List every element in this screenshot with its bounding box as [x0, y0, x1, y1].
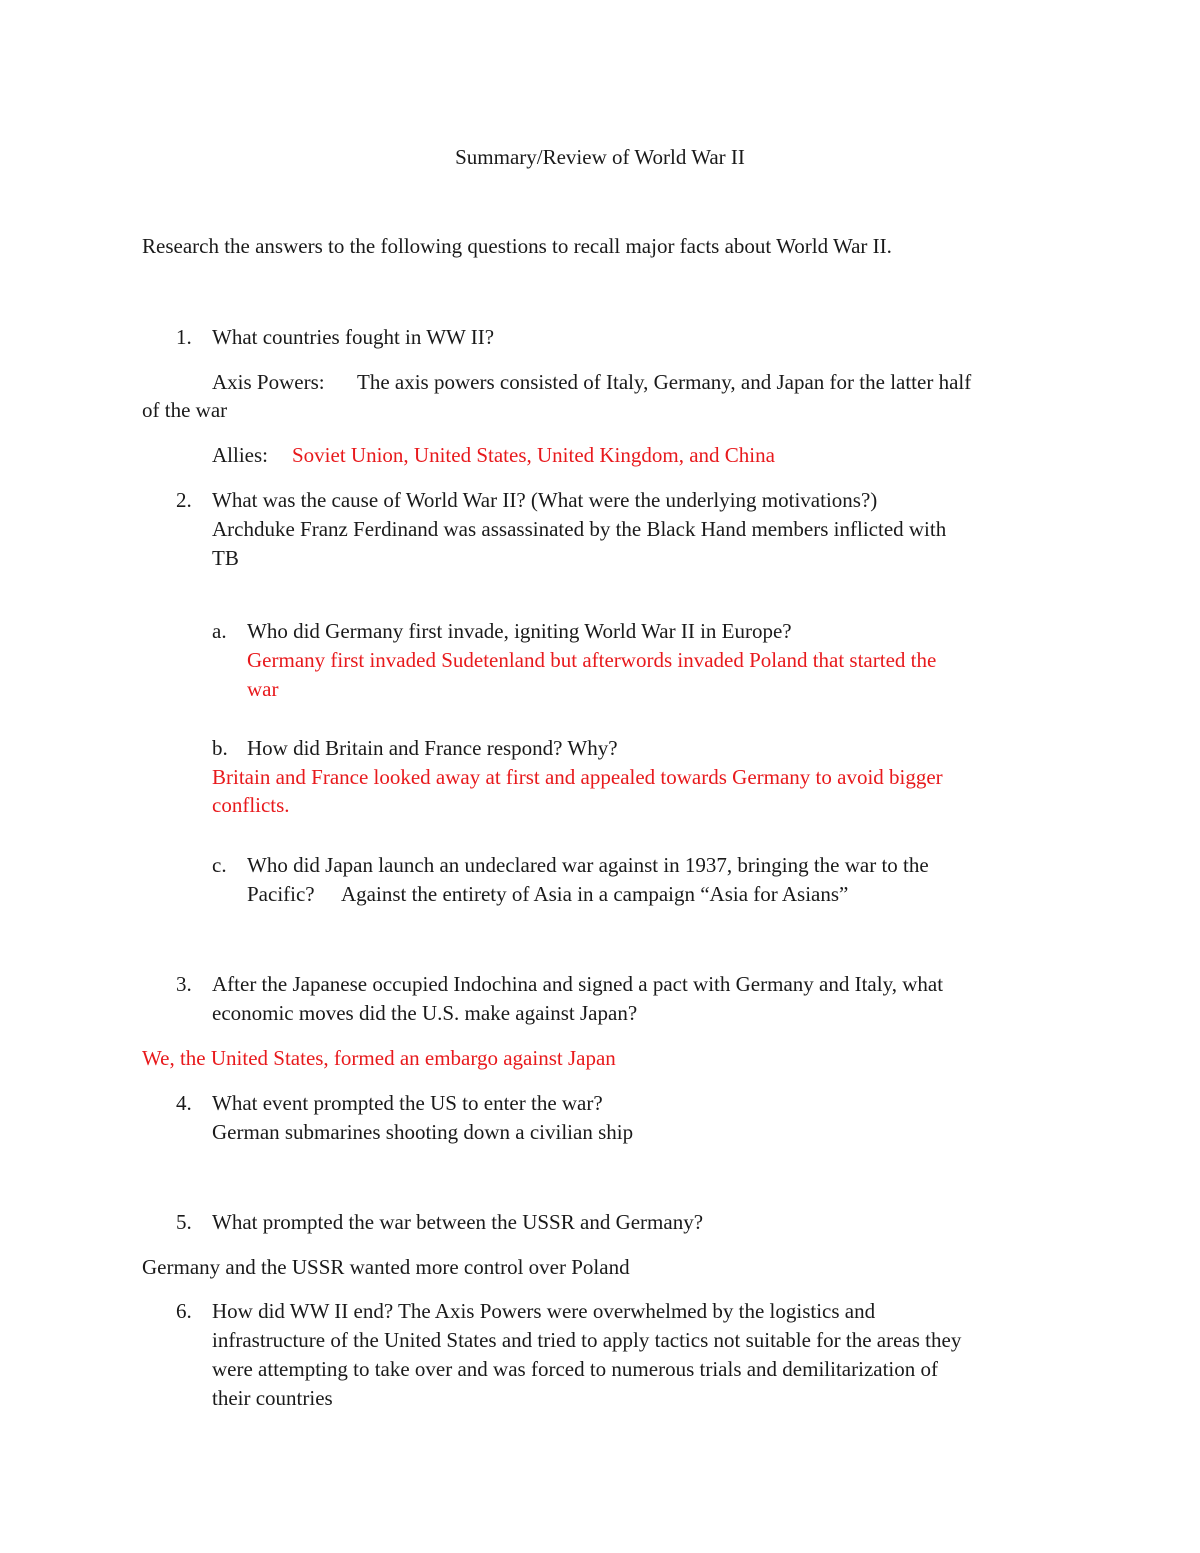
- q1-axis-answer: The axis powers consisted of Italy, Germany, and Japan for the latter half: [357, 370, 972, 394]
- page-title: Summary/Review of World War II: [455, 145, 745, 169]
- q2c-question: Who did Japan launch an undeclared war against in 1937, bringing the war to the: [247, 853, 929, 877]
- q2-question: What was the cause of World War II? (What were the underlying motivations?): [212, 488, 878, 512]
- q2a-answer-cont: war: [247, 677, 279, 701]
- q6-number: 6.: [176, 1299, 192, 1323]
- q5-number: 5.: [176, 1210, 192, 1234]
- q2b-answer: Britain and France looked away at first and appealed towards Germany to avoid bigger: [212, 765, 943, 789]
- q5-question: What prompted the war between the USSR and Germany?: [212, 1210, 704, 1234]
- q3-number: 3.: [176, 972, 192, 996]
- q2b-question: How did Britain and France respond? Why?: [247, 736, 618, 760]
- q2a-answer: Germany first invaded Sudetenland but afterwords invaded Poland that started the: [247, 648, 937, 672]
- q1-axis-label: Axis Powers:: [212, 370, 325, 394]
- q1-axis-answer-cont: of the war: [142, 398, 228, 422]
- q4-number: 4.: [176, 1091, 192, 1115]
- q1-allies-label: Allies:: [212, 443, 268, 467]
- q2-number: 2.: [176, 488, 192, 512]
- q2-answer-cont: TB: [212, 546, 239, 570]
- q1-allies-answer: Soviet Union, United States, United Kingdom, and China: [292, 443, 775, 467]
- q6-text-line4: their countries: [212, 1386, 333, 1410]
- q2c-letter: c.: [212, 853, 227, 877]
- q6-text: How did WW II end? The Axis Powers were overwhelmed by the logistics and: [212, 1299, 876, 1323]
- q4-answer: German submarines shooting down a civilian ship: [212, 1120, 634, 1144]
- instructions: Research the answers to the following questions to recall major facts about World War II.: [142, 234, 892, 258]
- q1-number: 1.: [176, 325, 192, 349]
- q2a-letter: a.: [212, 619, 227, 643]
- q2c-question-cont: Pacific?: [247, 882, 315, 906]
- q3-answer: We, the United States, formed an embargo against Japan: [142, 1046, 616, 1070]
- q4-question: What event prompted the US to enter the war?: [212, 1091, 603, 1115]
- q5-answer: Germany and the USSR wanted more control over Poland: [142, 1255, 630, 1279]
- q3-question: After the Japanese occupied Indochina and signed a pact with Germany and Italy, what: [212, 972, 944, 996]
- q6-text-line2: infrastructure of the United States and tried to apply tactics not suitable for the areas they: [212, 1328, 962, 1352]
- q2a-question: Who did Germany first invade, igniting World War II in Europe?: [247, 619, 792, 643]
- q2b-answer-cont: conflicts.: [212, 793, 290, 817]
- q2-answer: Archduke Franz Ferdinand was assassinated by the Black Hand members inflicted with: [212, 517, 947, 541]
- q2c-answer: Against the entirety of Asia in a campaign “Asia for Asians”: [341, 882, 849, 906]
- q3-question-cont: economic moves did the U.S. make against Japan?: [212, 1001, 638, 1025]
- q1-question: What countries fought in WW II?: [212, 325, 495, 349]
- q2b-letter: b.: [212, 736, 228, 760]
- q6-text-line3: were attempting to take over and was forced to numerous trials and demilitarization of: [212, 1357, 939, 1381]
